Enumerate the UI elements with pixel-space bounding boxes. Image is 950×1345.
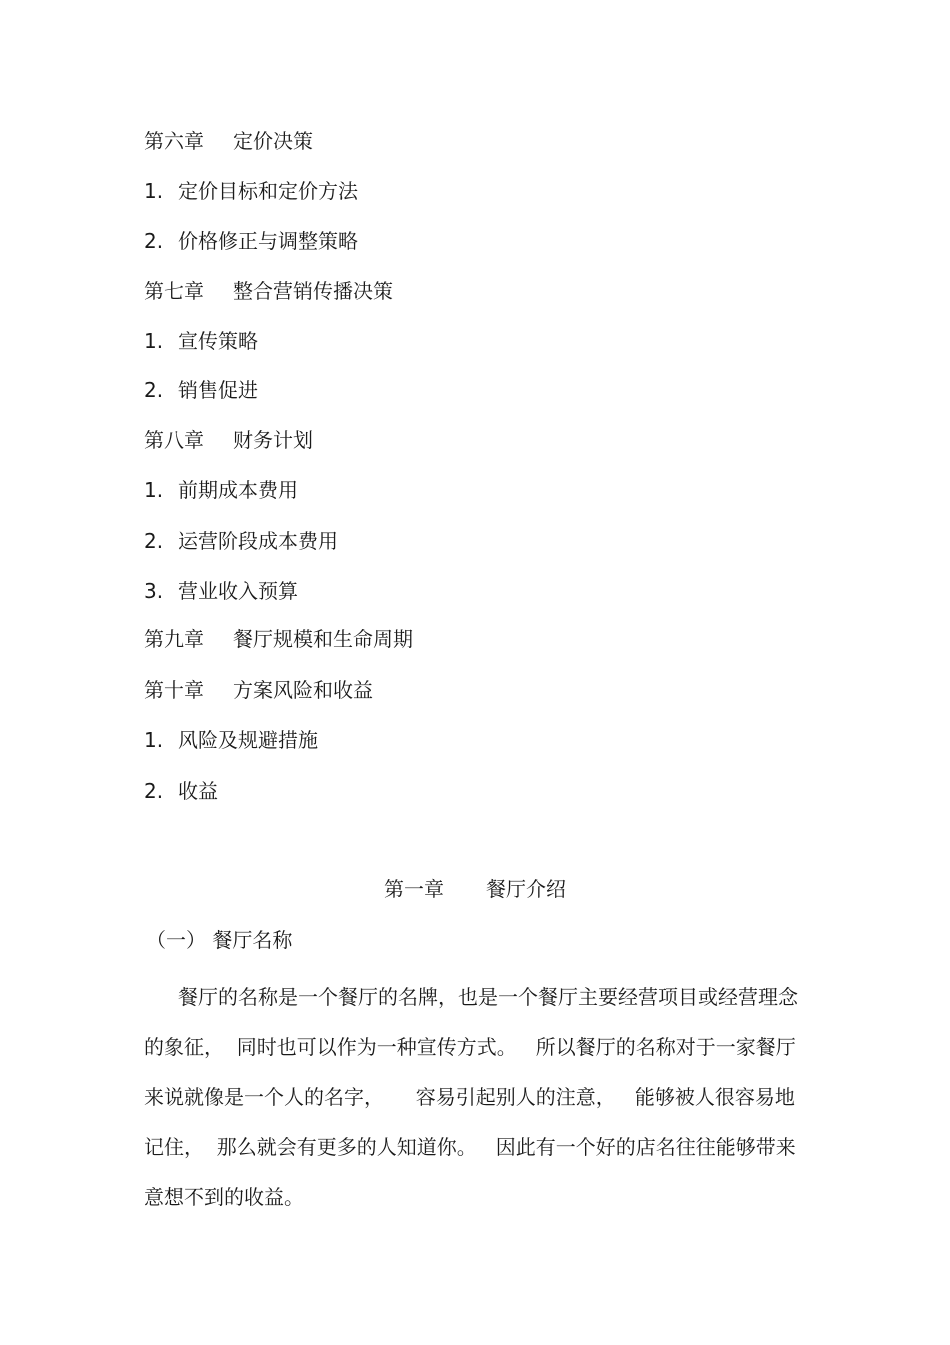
toc-chapter-9 <box>144 625 413 653</box>
toc-chapter-number: 第六章 <box>144 129 204 153</box>
toc-item-number: 3. <box>144 579 164 603</box>
toc-item-number: 2. <box>144 378 164 402</box>
toc-item-title: 宣传策略 <box>178 329 258 353</box>
toc-item-number: 2. <box>144 529 164 553</box>
toc-item-number: 1. <box>144 478 164 502</box>
toc-item <box>144 777 218 805</box>
toc-chapter-number: 第九章 <box>144 627 204 651</box>
toc-item-title: 前期成本费用 <box>178 478 298 502</box>
toc-chapter-6 <box>144 127 313 155</box>
toc-item-title: 价格修正与调整策略 <box>178 229 358 253</box>
toc-item-number: 2. <box>144 229 164 253</box>
toc-item <box>144 726 318 754</box>
toc-item-title: 定价目标和定价方法 <box>178 179 358 203</box>
toc-item-number: 1. <box>144 179 164 203</box>
toc-item-title: 风险及规避措施 <box>178 728 318 752</box>
toc-item <box>144 527 338 555</box>
toc-chapter-number: 第八章 <box>144 428 204 452</box>
toc-chapter-title: 财务计划 <box>233 428 313 452</box>
toc-item-title: 运营阶段成本费用 <box>178 529 338 553</box>
toc-item <box>144 177 358 205</box>
toc-chapter-title: 餐厅规模和生命周期 <box>233 627 413 651</box>
toc-item-title: 销售促进 <box>178 378 258 402</box>
toc-chapter-7 <box>144 277 393 305</box>
toc-chapter-10 <box>144 676 373 704</box>
toc-item <box>144 327 258 355</box>
toc-item-title: 营业收入预算 <box>178 579 298 603</box>
toc-chapter-title: 定价决策 <box>233 129 313 153</box>
toc-chapter-number: 第七章 <box>144 279 204 303</box>
toc-item-number: 1. <box>144 329 164 353</box>
toc-item <box>144 227 358 255</box>
toc-item <box>144 376 258 404</box>
chapter-number: 第一章 <box>384 877 444 901</box>
toc-item <box>144 476 298 504</box>
toc-chapter-title: 整合营销传播决策 <box>233 279 393 303</box>
toc-chapter-title: 方案风险和收益 <box>233 678 373 702</box>
toc-chapter-8 <box>144 426 313 454</box>
section-heading: （一） 餐厅名称 <box>146 928 293 952</box>
toc-item-number: 1. <box>144 728 164 752</box>
toc-item-title: 收益 <box>178 779 218 803</box>
chapter-heading <box>0 875 950 903</box>
chapter-title: 餐厅介绍 <box>486 877 566 901</box>
body-paragraph: 餐厅的名称是一个餐厅的名牌，也是一个餐厅主要经营项目或经营理念的象征， 同时也可以作为一种宣传方式。 所以餐厅的名称对于一家餐厅来说就像是一个人的名字， 容易引起别人的注意， 能够被人很容易地记住， 那么就会有更多的人知道你。 因此有一个好的店名往往能够带来意想不到的收益。 <box>144 985 798 1209</box>
toc-item-number: 2. <box>144 779 164 803</box>
toc-chapter-number: 第十章 <box>144 678 204 702</box>
toc-item <box>144 577 298 605</box>
